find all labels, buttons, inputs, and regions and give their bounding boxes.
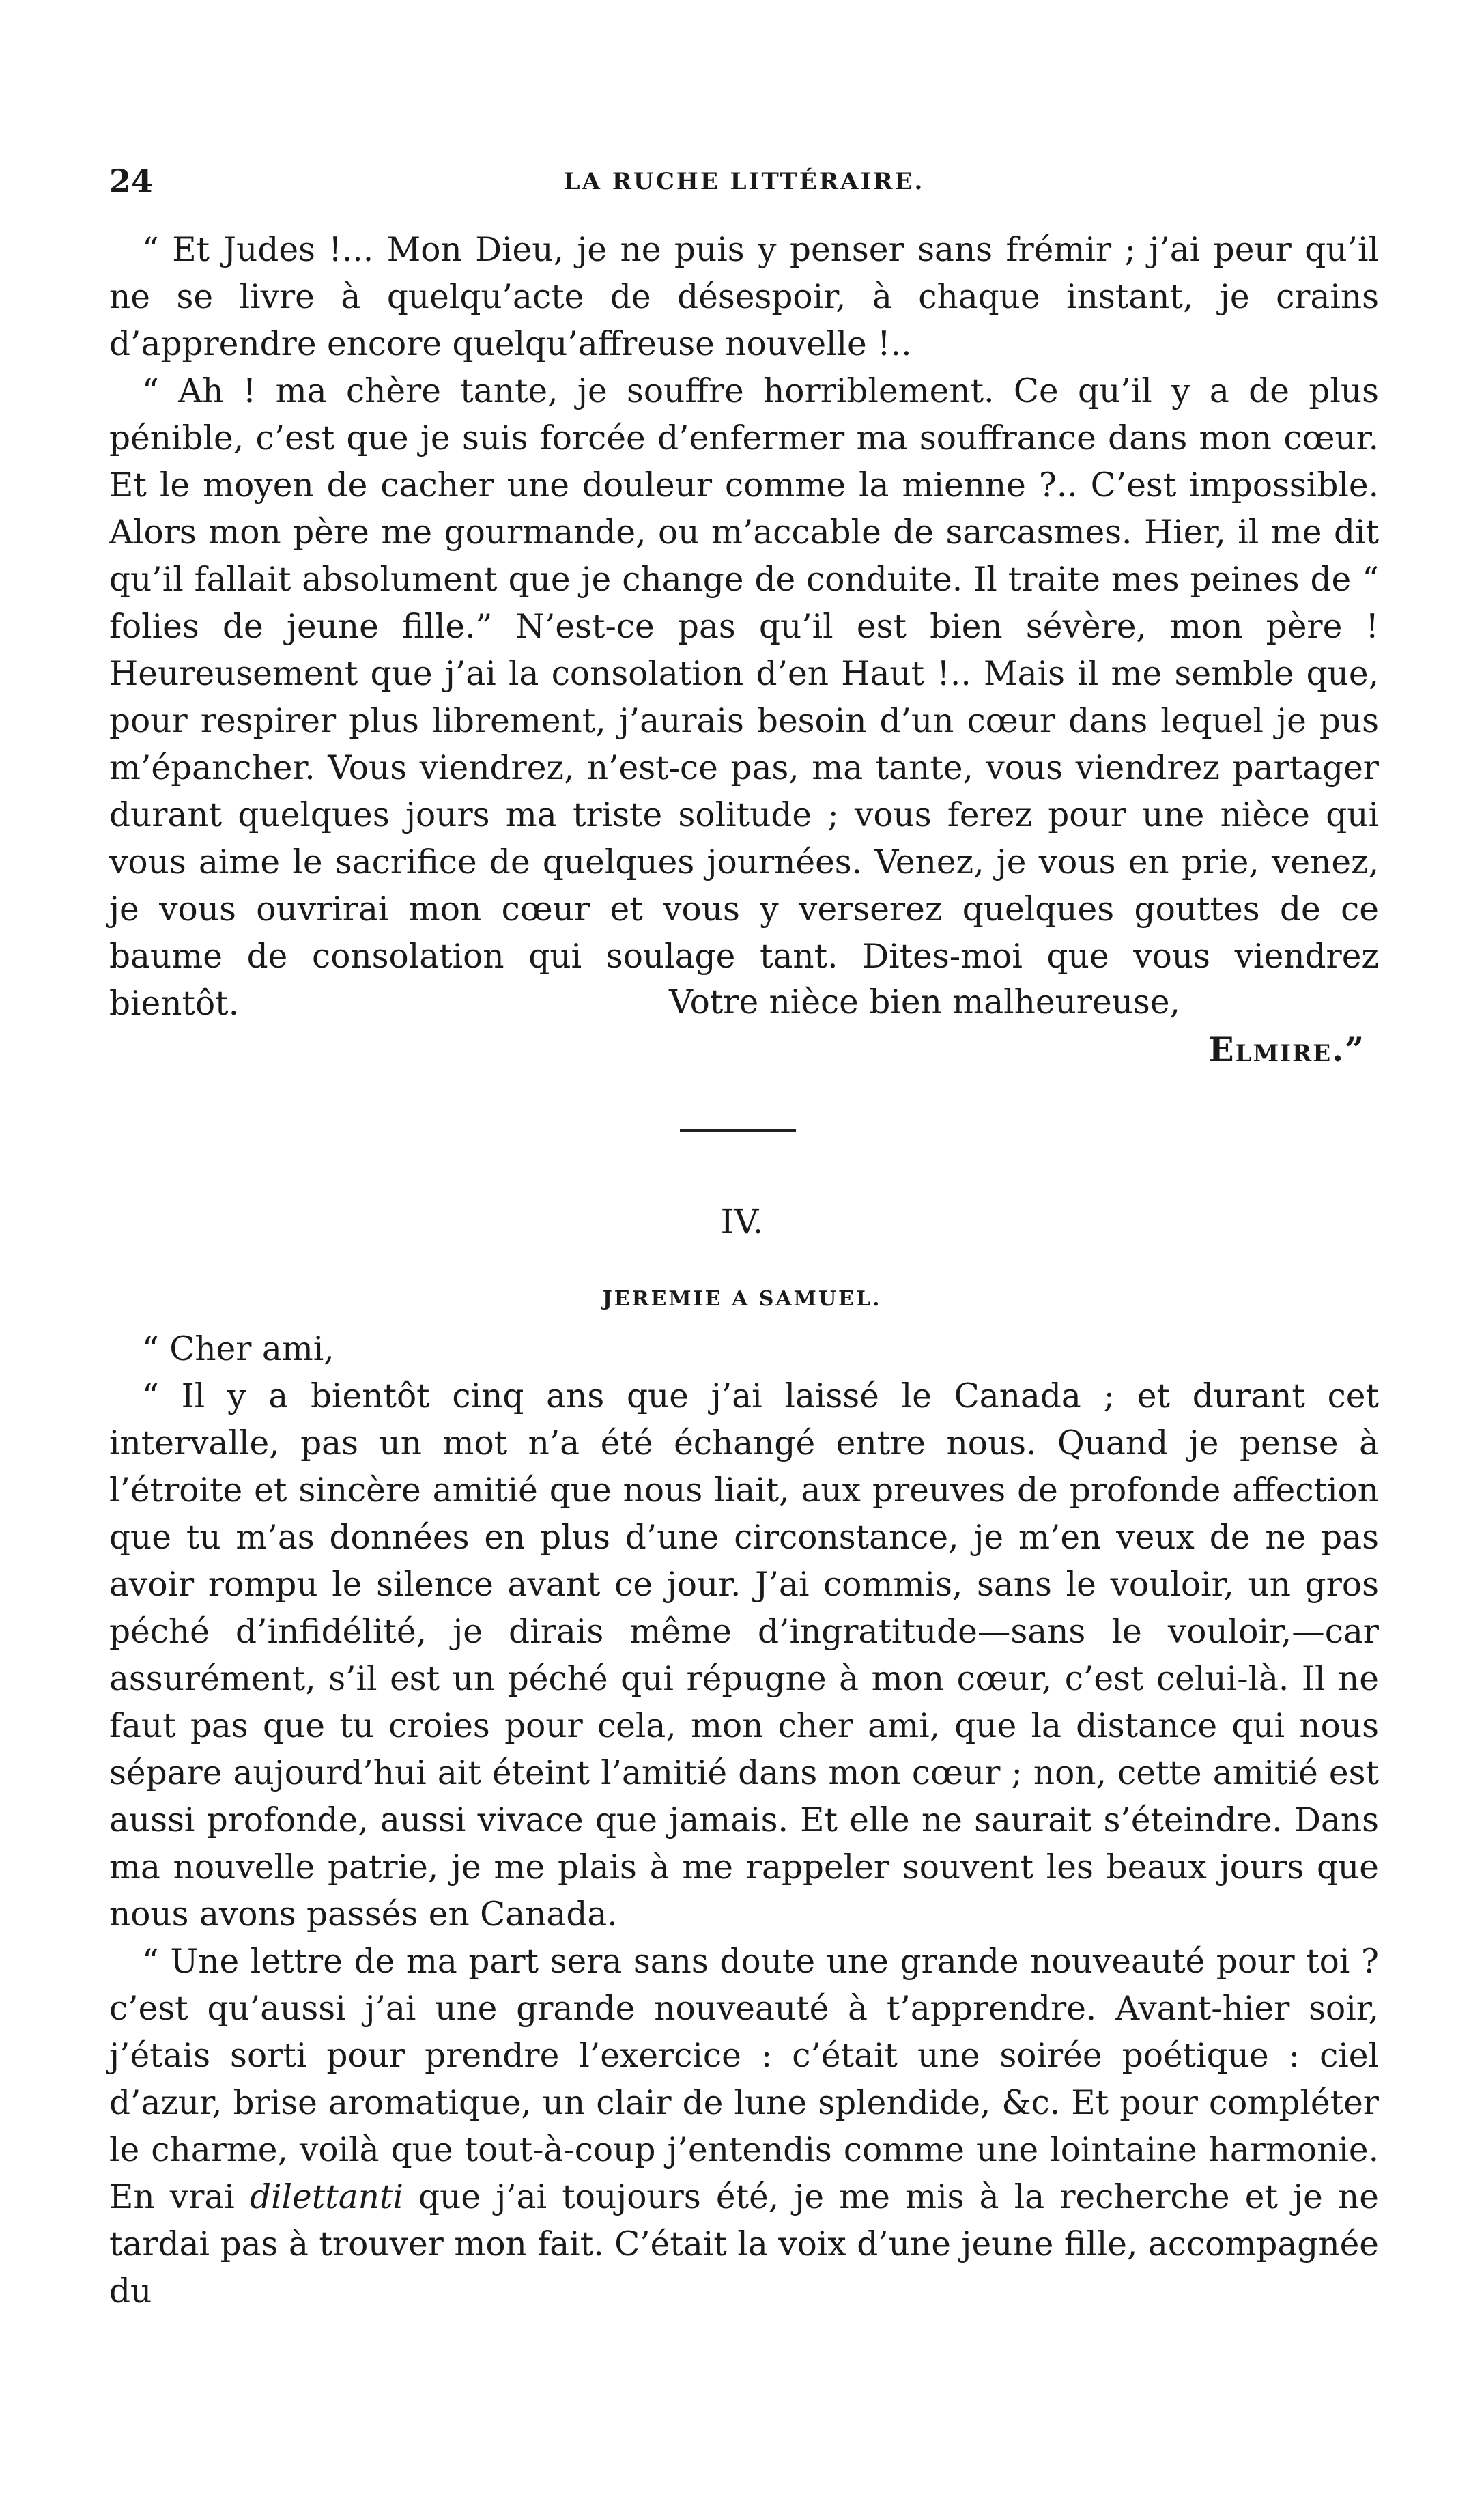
section-divider — [680, 1129, 796, 1132]
page-header — [109, 163, 1379, 203]
letter-two-paragraph — [109, 1938, 1379, 2315]
letter-two-salutation: “ Cher ami, — [142, 1330, 334, 1368]
running-title: LA RUCHE LITTÉRAIRE. — [563, 168, 925, 195]
letter-one-signature: Elmire.” — [1208, 1030, 1365, 1069]
paragraph-text: que j’ai toujours été, je me mis à la recherche et je ne tardai pas à trouver mon fait. C’était la voix d’une jeune fille, accompagnée du — [109, 2178, 1379, 2311]
letter-one-closing: Votre nièce bien malheureuse, — [669, 983, 1180, 1021]
letter-one-paragraph: “ Et Judes !... Mon Dieu, je ne puis y penser sans frémir ; j’ai peur qu’il ne se livre à quelqu’acte de désespoir, à chaque instant, je crains d’apprendre encore quelqu’affreuse nouvelle !.. — [109, 231, 1379, 363]
section-number: IV. — [720, 1202, 764, 1241]
letter-one-paragraph: “ Ah ! ma chère tante, je souffre horriblement. Ce qu’il y a de plus pénible, c’est que je suis forcée d’enfermer ma souffrance dans mon cœur. Et le moyen de cacher une douleur comme la mienne ?.. C’est impossible. Alors mon père me gourmande, ou m’accable de sarcasmes. Hier, il me dit qu’il fallait absolument que je change de conduite. Il traite mes peines de “ folies de jeune fille.” N’est-ce pas qu’il est bien sévère, mon père ! Heureusement que j’ai la consolation d’en Haut !.. Mais il me semble que, pour respirer plus librement, j’aurais besoin d’un cœur dans lequel je pus m’épancher. Vous viendrez, n’est-ce pas, ma tante, vous viendrez partager durant quelques jours ma triste solitude ; vous ferez pour une nièce qui vous aime le sacrifice de quelques journées. Venez, je vous en prie, venez, je vous ouvrirai mon cœur et vous y verserez quelques gouttes de ce baume de consolation qui soulage tant. Dites-moi que vous viendrez bientôt. — [109, 372, 1379, 1023]
section-heading: JEREMIE A SAMUEL. — [602, 1287, 882, 1311]
page-number: 24 — [109, 163, 154, 199]
letter-two-paragraph: “ Il y a bientôt cinq ans que j’ai laissé le Canada ; et durant cet intervalle, pas un mot n’a été échangé entre nous. Quand je pense à l’étroite et sincère amitié que nous liait, aux preuves de profonde affection que tu m’as données en plus d’une circonstance, je m’en veux de ne pas avoir rompu le silence avant ce jour. J’ai commis, sans le vouloir, un gros péché d’infidélité, je dirais même d’ingratitude—sans le vouloir,—car assurément, s’il est un péché qui répugne à mon cœur, c’est celui-là. Il ne faut pas que tu croies pour cela, mon cher ami, que la distance qui nous sépare aujourd’hui ait éteint l’amitié dans mon cœur ; non, cette amitié est aussi profonde, aussi vivace que jamais. Et elle ne saurait s’éteindre. Dans ma nouvelle patrie, je me plais à me rappeler souvent les beaux jours que nous avons passés en Canada. — [109, 1377, 1379, 1934]
paragraph-text: “ Une lettre de ma part sera sans doute une grande nouveauté pour toi ? c’est qu’aussi j’ai une grande nouveauté à t’apprendre. Avant-hier soir, j’étais sorti pour prendre l’exercice : c’était une soirée poétique : ciel d’azur, brise aromatique, un clair de lune splendide, &c. Et pour compléter le charme, voilà que tout-à-coup j’entendis comme une lointaine harmonie. En vrai — [109, 1943, 1379, 2216]
italic-word: dilettanti — [249, 2178, 403, 2216]
letter-two-body — [109, 1326, 1379, 2315]
letter-one-body — [109, 227, 1379, 1028]
